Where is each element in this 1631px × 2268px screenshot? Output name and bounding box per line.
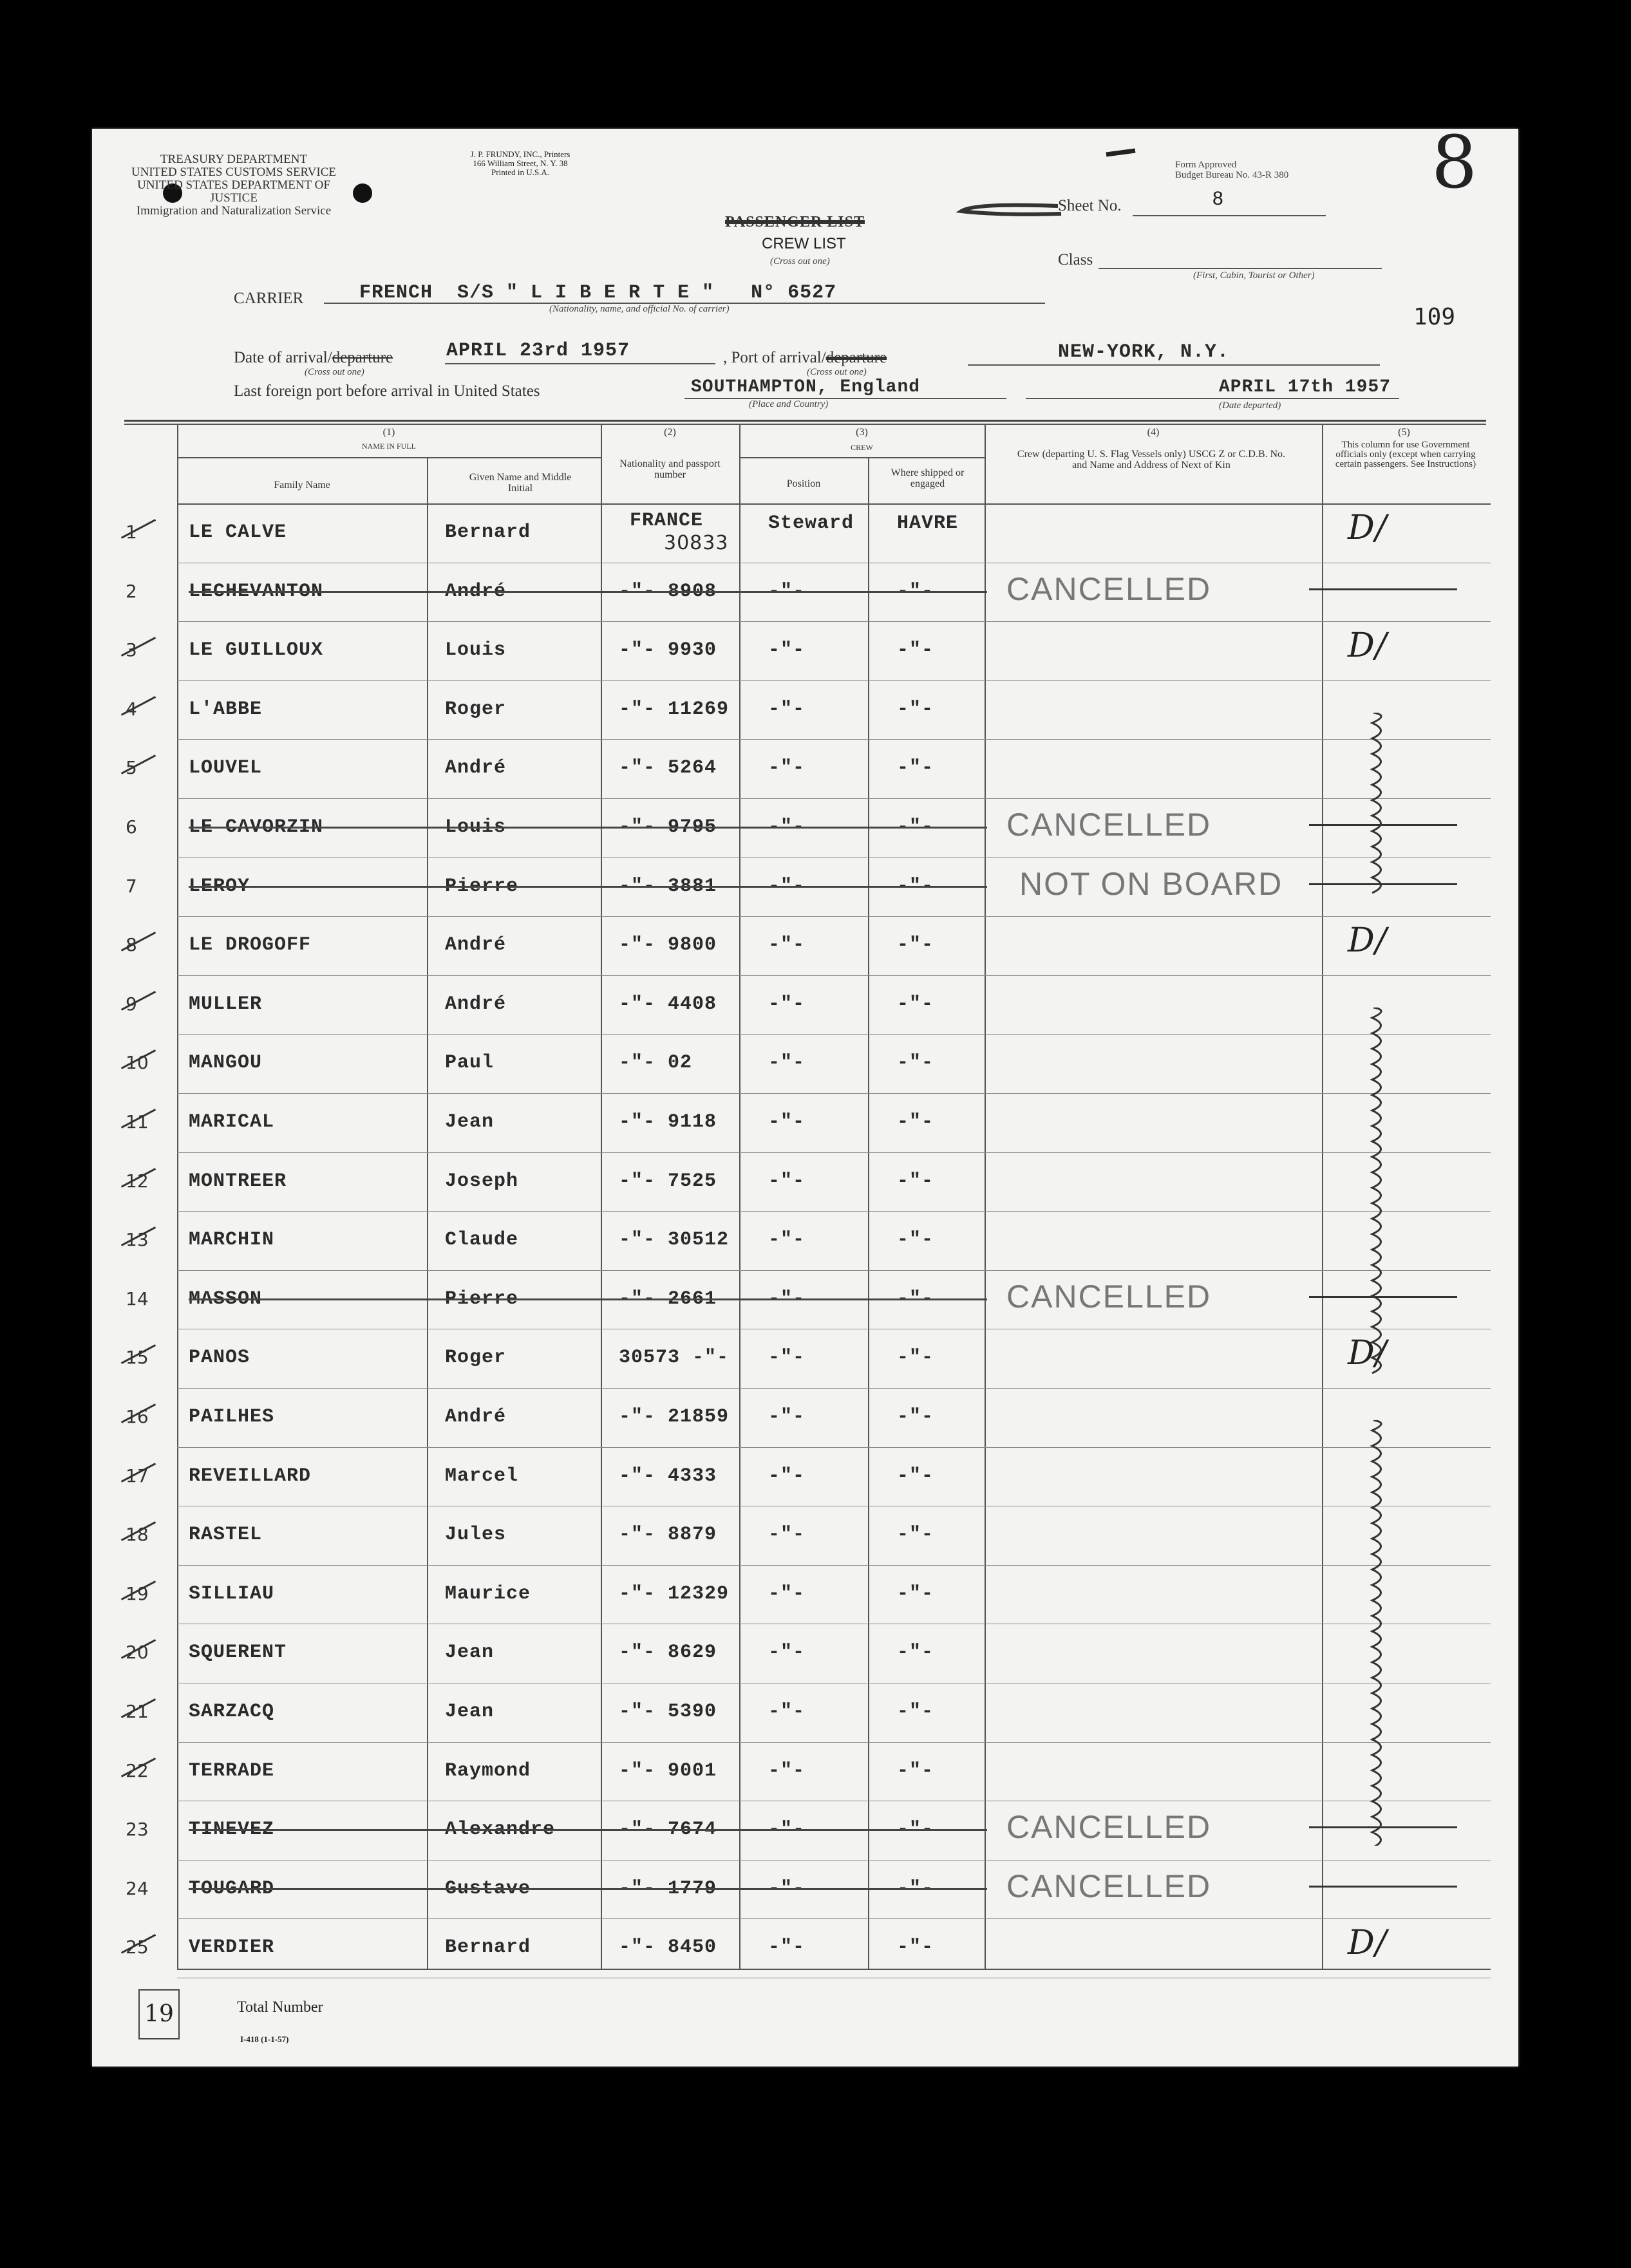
where-shipped: -"- — [897, 1936, 934, 1959]
row-number: 19 — [126, 1582, 149, 1604]
given-name: Jules — [445, 1524, 507, 1546]
table-row — [92, 1093, 1518, 1152]
position: -"- — [768, 1170, 806, 1192]
where-shipped: -"- — [897, 1465, 934, 1487]
family-name: SILLIAU — [189, 1582, 275, 1605]
last-port-hint: (Place and Country) — [749, 399, 829, 409]
given-name: Jean — [445, 1642, 495, 1664]
col3-title: CREW — [851, 443, 873, 452]
row-strikethrough — [189, 1888, 987, 1890]
total-label: Total Number — [237, 1999, 323, 2016]
form-code: I-418 (1-1-57) — [240, 2034, 289, 2044]
position: -"- — [768, 1701, 806, 1723]
given-name: Roger — [445, 1347, 507, 1369]
date-label: Date of arrival/departure — [234, 349, 393, 366]
row-strikethrough — [189, 1829, 987, 1831]
given-name: Raymond — [445, 1759, 531, 1782]
family-name: LEROY — [189, 875, 250, 897]
family-name: LE GUILLOUX — [189, 639, 324, 662]
where-shipped: -"- — [897, 1288, 934, 1310]
table-row — [92, 1211, 1518, 1270]
position: -"- — [768, 1936, 806, 1959]
table-row — [92, 739, 1518, 798]
agency-line: Immigration and Naturalization Service — [136, 204, 332, 218]
passport-number: -"- 11269 — [619, 698, 730, 720]
departed-date: APRIL 17th 1957 — [1219, 377, 1391, 397]
col2-title: Nationality and passport number — [619, 458, 721, 480]
family-name: RASTEL — [189, 1524, 263, 1546]
row-number: 14 — [126, 1288, 149, 1309]
row-number: 8 — [126, 934, 137, 956]
row-number: 22 — [126, 1759, 149, 1781]
row-number: 7 — [126, 875, 137, 897]
col4-number: (4) — [1147, 427, 1160, 438]
col2-number: (2) — [664, 427, 676, 438]
sheet-big-number: 8 — [1431, 121, 1478, 205]
nationality: FRANCE — [630, 510, 704, 532]
given-name: Bernard — [445, 521, 531, 543]
position: -"- — [768, 875, 806, 897]
passport-number: -"- 9118 — [619, 1111, 717, 1133]
status-stamp: CANCELLED — [1006, 1868, 1212, 1904]
row-number: 5 — [126, 757, 137, 779]
table-row — [92, 563, 1518, 622]
row-strikethrough — [189, 886, 987, 888]
status-stamp: CANCELLED — [1006, 807, 1212, 843]
col5-title: This column for use Government officials only (except when carrying certain passengers. See Instructions) — [1335, 440, 1476, 469]
table-row — [92, 503, 1518, 563]
where-shipped: -"- — [897, 1582, 934, 1605]
row-number: 13 — [126, 1229, 149, 1251]
passport-number: -"- 7525 — [619, 1170, 717, 1192]
squiggle-mark — [1354, 713, 1406, 903]
position: -"- — [768, 580, 806, 603]
row-number: 2 — [126, 580, 137, 602]
family-name: VERDIER — [189, 1936, 275, 1959]
position: -"- — [768, 1347, 806, 1369]
position: -"- — [768, 1465, 806, 1487]
passport-number: -"- 12329 — [619, 1582, 730, 1605]
position: -"- — [768, 1759, 806, 1782]
given-name: André — [445, 993, 507, 1015]
col1-family-head: Family Name — [274, 480, 330, 491]
status-stamp: CANCELLED — [1006, 1278, 1212, 1315]
carrier-hint: (Nationality, name, and official No. of carrier) — [549, 304, 730, 314]
table-row — [92, 1447, 1518, 1506]
row-number: 16 — [126, 1406, 149, 1427]
table-row — [92, 1270, 1518, 1329]
passport-number: -"- 9795 — [619, 816, 717, 838]
where-shipped: -"- — [897, 1819, 934, 1841]
sheet-number: 8 — [1212, 188, 1223, 209]
arrival-date: APRIL 23rd 1957 — [446, 340, 630, 362]
table-row — [92, 1918, 1518, 1978]
family-name: SQUERENT — [189, 1642, 287, 1664]
list-type: CREW LIST — [762, 235, 846, 252]
family-name: SARZACQ — [189, 1701, 275, 1723]
table-row — [92, 621, 1518, 680]
where-shipped: -"- — [897, 993, 934, 1015]
family-name: PAILHES — [189, 1406, 275, 1428]
col3-number: (3) — [856, 427, 868, 438]
family-name: LE CAVORZIN — [189, 816, 324, 838]
where-shipped: -"- — [897, 1406, 934, 1428]
where-shipped: -"- — [897, 816, 934, 838]
table-row — [92, 1860, 1518, 1919]
family-name: LOUVEL — [189, 757, 263, 780]
table-row — [92, 798, 1518, 858]
position: -"- — [768, 1288, 806, 1310]
col4-title: Crew (departing U. S. Flag Vessels only) USCG Z or C.D.B. No. and Name and Address of Next of Kin — [1017, 449, 1286, 471]
dash-pen-mark — [1103, 147, 1142, 160]
stamp-pen-line — [1309, 1886, 1457, 1888]
position: -"- — [768, 993, 806, 1015]
row-number: 18 — [126, 1524, 149, 1546]
table-row — [92, 1388, 1518, 1447]
given-name: Roger — [445, 698, 507, 720]
family-name: LE CALVE — [189, 521, 287, 543]
row-strikethrough — [189, 591, 987, 593]
passport-number: -"- 9001 — [619, 1759, 717, 1782]
given-name: André — [445, 757, 507, 780]
family-name: TINEVEZ — [189, 1819, 275, 1841]
stamp-pen-line — [1309, 588, 1457, 590]
where-shipped: -"- — [897, 1701, 934, 1723]
passport-number: -"- 02 — [619, 1052, 693, 1074]
passport-number: -"- 5264 — [619, 757, 717, 780]
family-name: MANGOU — [189, 1052, 263, 1074]
table-row — [92, 1506, 1518, 1565]
given-name: Maurice — [445, 1582, 531, 1605]
table-row — [92, 1801, 1518, 1860]
given-name: Jean — [445, 1701, 495, 1723]
carrier-value: FRENCH S/S " L I B E R T E " N° 6527 — [359, 282, 837, 304]
passport-number: -"- 9930 — [619, 639, 717, 662]
last-port-value: SOUTHAMPTON, England — [691, 377, 921, 397]
passport-number: -"- 30512 — [619, 1229, 730, 1251]
status-stamp: NOT ON BOARD — [1019, 865, 1283, 902]
passport-number: -"- 4408 — [619, 993, 717, 1015]
family-name: MARICAL — [189, 1111, 275, 1133]
status-stamp: CANCELLED — [1006, 1809, 1212, 1846]
position: Steward — [768, 512, 854, 534]
check-pen-mark — [948, 187, 1064, 219]
table-row — [92, 1624, 1518, 1683]
arrival-port: NEW-YORK, N.Y. — [1058, 341, 1230, 363]
given-name: Pierre — [445, 1288, 519, 1310]
position: -"- — [768, 1582, 806, 1605]
class-hint: (First, Cabin, Tourist or Other) — [1193, 270, 1315, 281]
agency-line: UNITED STATES DEPARTMENT OF JUSTICE — [137, 178, 330, 205]
carrier-label: CARRIER — [234, 290, 304, 307]
passport-number: -"- 2661 — [619, 1288, 717, 1310]
row-number: 23 — [126, 1819, 149, 1841]
official-mark: D/ — [1348, 626, 1388, 666]
row-strikethrough — [189, 827, 987, 829]
form-approved: Form Approved Budget Bureau No. 43-R 380 — [1175, 160, 1289, 180]
given-name: Marcel — [445, 1465, 519, 1487]
row-number: 10 — [126, 1052, 149, 1074]
col3-position-head: Position — [786, 478, 821, 489]
where-shipped: -"- — [897, 639, 934, 662]
given-name: André — [445, 934, 507, 957]
where-shipped: -"- — [897, 1111, 934, 1133]
where-shipped: -"- — [897, 757, 934, 780]
passport-number: -"- 8879 — [619, 1524, 717, 1546]
row-number: 21 — [126, 1701, 149, 1722]
table-row — [92, 1329, 1518, 1388]
passport-number: -"- 9800 — [619, 934, 717, 957]
agency-line: UNITED STATES CUSTOMS SERVICE — [131, 165, 337, 179]
position: -"- — [768, 1229, 806, 1251]
cross-out-hint: (Cross out one) — [770, 256, 830, 267]
port-cross-hint: (Cross out one) — [807, 367, 867, 377]
col1-number: (1) — [382, 427, 395, 438]
official-mark: D/ — [1348, 1334, 1388, 1373]
position: -"- — [768, 757, 806, 780]
position: -"- — [768, 1406, 806, 1428]
passport-number: -"- 5390 — [619, 1701, 717, 1723]
position: -"- — [768, 1819, 806, 1841]
table-row — [92, 680, 1518, 740]
given-name: Gustave — [445, 1877, 531, 1900]
row-number: 11 — [126, 1111, 149, 1132]
passport-number: -"- 8908 — [619, 580, 717, 603]
row-number: 4 — [126, 698, 137, 720]
given-name: Louis — [445, 816, 507, 838]
list-type-struck: PASSENGER LIST — [725, 214, 865, 230]
table-row — [92, 1742, 1518, 1801]
given-name: André — [445, 580, 507, 603]
family-name: LECHEVANTON — [189, 580, 324, 603]
where-shipped: -"- — [897, 1170, 934, 1192]
col5-number: (5) — [1398, 427, 1410, 438]
given-name: André — [445, 1406, 507, 1428]
port-label: , Port of arrival/departure — [723, 349, 887, 366]
departed-hint: (Date departed) — [1219, 400, 1281, 411]
where-shipped: -"- — [897, 1642, 934, 1664]
family-name: MONTREER — [189, 1170, 287, 1192]
crew-list-sheet — [92, 121, 1518, 2067]
col3-where-head: Where shipped or engaged — [891, 467, 965, 489]
where-shipped: -"- — [897, 1052, 934, 1074]
row-strikethrough — [189, 1298, 987, 1300]
where-shipped: -"- — [897, 698, 934, 720]
position: -"- — [768, 1111, 806, 1133]
position: -"- — [768, 639, 806, 662]
where-shipped: -"- — [897, 1524, 934, 1546]
where-shipped: -"- — [897, 1759, 934, 1782]
agency-header — [118, 153, 350, 218]
sheet-label: Sheet No. — [1058, 197, 1122, 214]
family-name: REVEILLARD — [189, 1465, 312, 1487]
row-number: 3 — [126, 639, 137, 661]
passport-number: -"- 4333 — [619, 1465, 717, 1487]
where-shipped: -"- — [897, 875, 934, 897]
position: -"- — [768, 1524, 806, 1546]
page-number: 109 — [1413, 304, 1456, 330]
position: -"- — [768, 1052, 806, 1074]
position: -"- — [768, 698, 806, 720]
passport-number: -"- 8629 — [619, 1642, 717, 1664]
given-name: Jean — [445, 1111, 495, 1133]
where-shipped: -"- — [897, 1347, 934, 1369]
where-shipped: -"- — [897, 1877, 934, 1900]
passport-number: -"- 8450 — [619, 1936, 717, 1959]
position: -"- — [768, 816, 806, 838]
passport-number: 30573 -"- — [619, 1347, 730, 1369]
given-name: Paul — [445, 1052, 495, 1074]
given-name: Louis — [445, 639, 507, 662]
given-name: Claude — [445, 1229, 519, 1251]
table-row — [92, 1683, 1518, 1742]
punch-hole — [353, 183, 372, 203]
given-name: Joseph — [445, 1170, 519, 1192]
given-name: Pierre — [445, 875, 519, 897]
position: -"- — [768, 934, 806, 957]
col1-given-head: Given Name and Middle Initial — [469, 472, 572, 494]
date-cross-hint: (Cross out one) — [305, 367, 364, 377]
class-label: Class — [1058, 251, 1093, 268]
table-row — [92, 1565, 1518, 1624]
where-shipped: -"- — [897, 1229, 934, 1251]
total-box: 19 — [138, 1989, 180, 2039]
where-shipped: -"- — [897, 580, 934, 603]
squiggle-mark — [1354, 1007, 1406, 1374]
family-name: TERRADE — [189, 1759, 275, 1782]
row-number: 6 — [126, 816, 137, 838]
official-mark: D/ — [1348, 921, 1388, 961]
given-name: Alexandre — [445, 1819, 556, 1841]
passport-number: 30833 — [664, 532, 729, 554]
family-name: L'ABBE — [189, 698, 263, 720]
table-row — [92, 975, 1518, 1035]
passport-number: -"- 7674 — [619, 1819, 717, 1841]
printer-info: J. P. FRUNDY, INC., Printers 166 William Street, N. Y. 38 Printed in U.S.A. — [470, 149, 570, 177]
given-name: Bernard — [445, 1936, 531, 1959]
status-stamp: CANCELLED — [1006, 570, 1212, 607]
row-number: 12 — [126, 1170, 149, 1192]
family-name: LE DROGOFF — [189, 934, 312, 957]
row-number: 20 — [126, 1642, 149, 1664]
where-shipped: -"- — [897, 934, 934, 957]
agency-line: TREASURY DEPARTMENT — [160, 153, 308, 166]
position: -"- — [768, 1642, 806, 1664]
position: -"- — [768, 1877, 806, 1900]
row-number: 15 — [126, 1347, 149, 1369]
table-row — [92, 1152, 1518, 1212]
family-name: MULLER — [189, 993, 263, 1015]
passport-number: -"- 21859 — [619, 1406, 730, 1428]
family-name: PANOS — [189, 1347, 250, 1369]
last-port-label: Last foreign port before arrival in United States — [234, 382, 540, 400]
table-row — [92, 916, 1518, 975]
row-number: 1 — [126, 521, 137, 543]
row-number: 25 — [126, 1936, 149, 1958]
where-shipped: HAVRE — [897, 512, 959, 534]
official-mark: D/ — [1348, 509, 1388, 547]
row-number: 17 — [126, 1465, 149, 1486]
passport-number: -"- 1779 — [619, 1877, 717, 1900]
table-row — [92, 1034, 1518, 1093]
official-mark: D/ — [1348, 1924, 1388, 1963]
col1-title: NAME IN FULL — [362, 442, 416, 451]
family-name: TOUGARD — [189, 1877, 275, 1900]
table-row — [92, 858, 1518, 917]
family-name: MARCHIN — [189, 1229, 275, 1251]
passport-number: -"- 3881 — [619, 875, 717, 897]
row-number: 24 — [126, 1877, 149, 1899]
squiggle-mark — [1354, 1420, 1406, 1846]
family-name: MASSON — [189, 1288, 263, 1310]
row-number: 9 — [126, 993, 137, 1015]
